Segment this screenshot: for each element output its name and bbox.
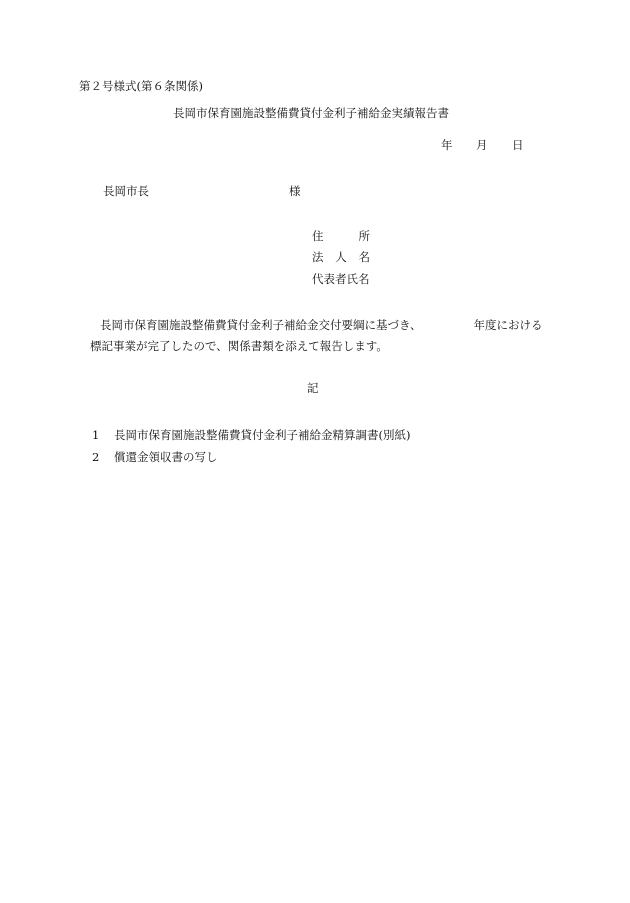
list-item [92,429,410,443]
date-month-label: 月 [476,138,488,152]
date-year-label: 年 [441,138,453,152]
label-corp-char-1: 法 [312,250,324,264]
date-day-label: 日 [512,138,524,152]
body-line-2: 標記事業が完了したので、関係書類を添えて報告します。 [90,339,388,353]
list-item-number: 1 [92,428,100,442]
addressee-honorific: 様 [289,184,301,198]
body-line-1-end: 年度における [473,318,543,332]
label-address-char-2: 所 [358,229,370,243]
list-item-text: 償還金領収書の写し [114,450,218,464]
label-corp-char-3: 名 [358,250,370,264]
label-representative: 代表者氏名 [312,272,370,286]
document-title: 長岡市保育園施設整備費貸付金利子補給金実績報告書 [173,106,449,120]
label-corporation-name [312,251,370,265]
body-line-1-start: 長岡市保育園施設整備費貸付金利子補給金交付要綱に基づき、 [100,318,422,332]
body-line-1 [100,319,543,333]
ki-heading: 記 [307,381,319,395]
list-item-text: 長岡市保育園施設整備費貸付金利子補給金精算調書(別紙) [114,428,411,442]
label-address [312,230,370,244]
addressee-name: 長岡市長 [103,184,149,198]
label-corp-char-2: 人 [335,250,347,264]
list-item [92,451,218,465]
list-item-number: 2 [92,450,100,464]
label-address-char-1: 住 [312,229,324,243]
form-number: 第２号様式(第６条関係) [79,79,203,93]
